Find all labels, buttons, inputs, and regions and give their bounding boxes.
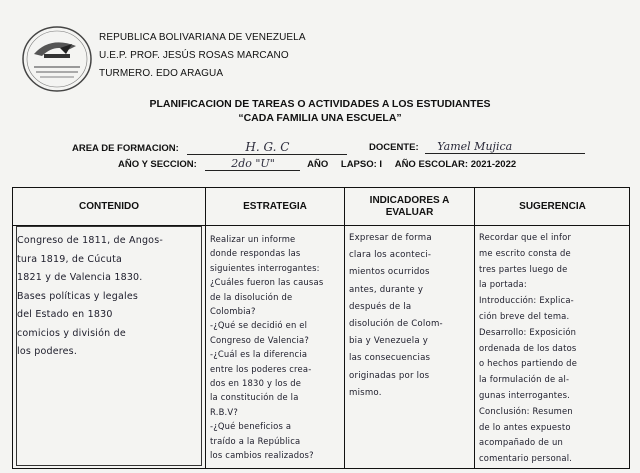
area-label: AREA DE FORMACION: [72, 143, 179, 154]
page-title: PLANIFICACION DE TAREAS O ACTIVIDADES A LOS ESTUDIANTES [149, 98, 491, 110]
column-estrategia [206, 188, 345, 468]
header-sugerencia: SUGERENCIA [475, 188, 630, 226]
location-line: TURMERO. EDO ARAGUA [99, 68, 224, 79]
area-value: H. G. C [187, 140, 347, 155]
ano-label: AÑO [307, 159, 329, 170]
ano-escolar-label: AÑO ESCOLAR: 2021-2022 [394, 159, 517, 170]
header-estrategia: ESTRATEGIA [206, 188, 344, 226]
ano-seccion-label: AÑO Y SECCION: [118, 159, 197, 170]
docente-row [369, 140, 585, 154]
school-name-line: U.E.P. PROF. JESÚS ROSAS MARCANO [99, 50, 289, 61]
indicadores-text: Expresar de forma clara los aconteci- mientos ocurridos antes, durante y después de la disolución de Colom- bia y Venezuela y las consecuencias originadas por los mismo. [349, 233, 443, 398]
estrategia-text: Realizar un informe donde respondas las siguientes interrogantes: ¿Cuáles fueron las causas de la disolución de Colombia? -¿Qué se decidió en el Congreso de Valencia? -¿Cuál es la diferencia entre los poderes crea- dos en 1830 y los de la constitución de la R.B.V? -¿Qué beneficios a traído a la República los cambios realizados? [210, 234, 324, 461]
column-indicadores [345, 188, 475, 468]
contenido-text: Congreso de 1811, de Angos- tura 1819, de Cúcuta 1821 y de Valencia 1830. Bases políticas y legales del Estado en 1830 comicios y división de los poderes. [17, 235, 163, 357]
header-contenido: CONTENIDO [13, 188, 205, 226]
page-subtitle: “CADA FAMILIA UNA ESCUELA” [238, 112, 402, 124]
sugerencia-text: Recordar que el infor me escrito consta de tres partes luego de la portada: Introducción: Explica- ción breve del tema. Desarrollo: Exposición ordenada de los datos o hechos partiendo de la formulación de al- gunas interrogantes. Conclusión: Resumen de lo antes expuesto acompañado de un comentario personal. [479, 232, 578, 464]
column-sugerencia [475, 188, 630, 468]
area-row [72, 140, 347, 155]
school-header [99, 29, 306, 83]
school-logo [20, 24, 94, 94]
ano-seccion-value: 2do "U" [205, 157, 300, 171]
ano-seccion-row [118, 157, 516, 171]
docente-value: Yamel Mujica [425, 140, 585, 154]
column-contenido [13, 188, 206, 468]
header-indicadores: INDICADORES A EVALUAR [345, 188, 474, 226]
lapso-label: LAPSO: I [340, 159, 383, 170]
planning-table [12, 187, 630, 469]
docente-label: DOCENTE: [369, 142, 419, 153]
country-line: REPUBLICA BOLIVARIANA DE VENEZUELA [99, 32, 306, 43]
